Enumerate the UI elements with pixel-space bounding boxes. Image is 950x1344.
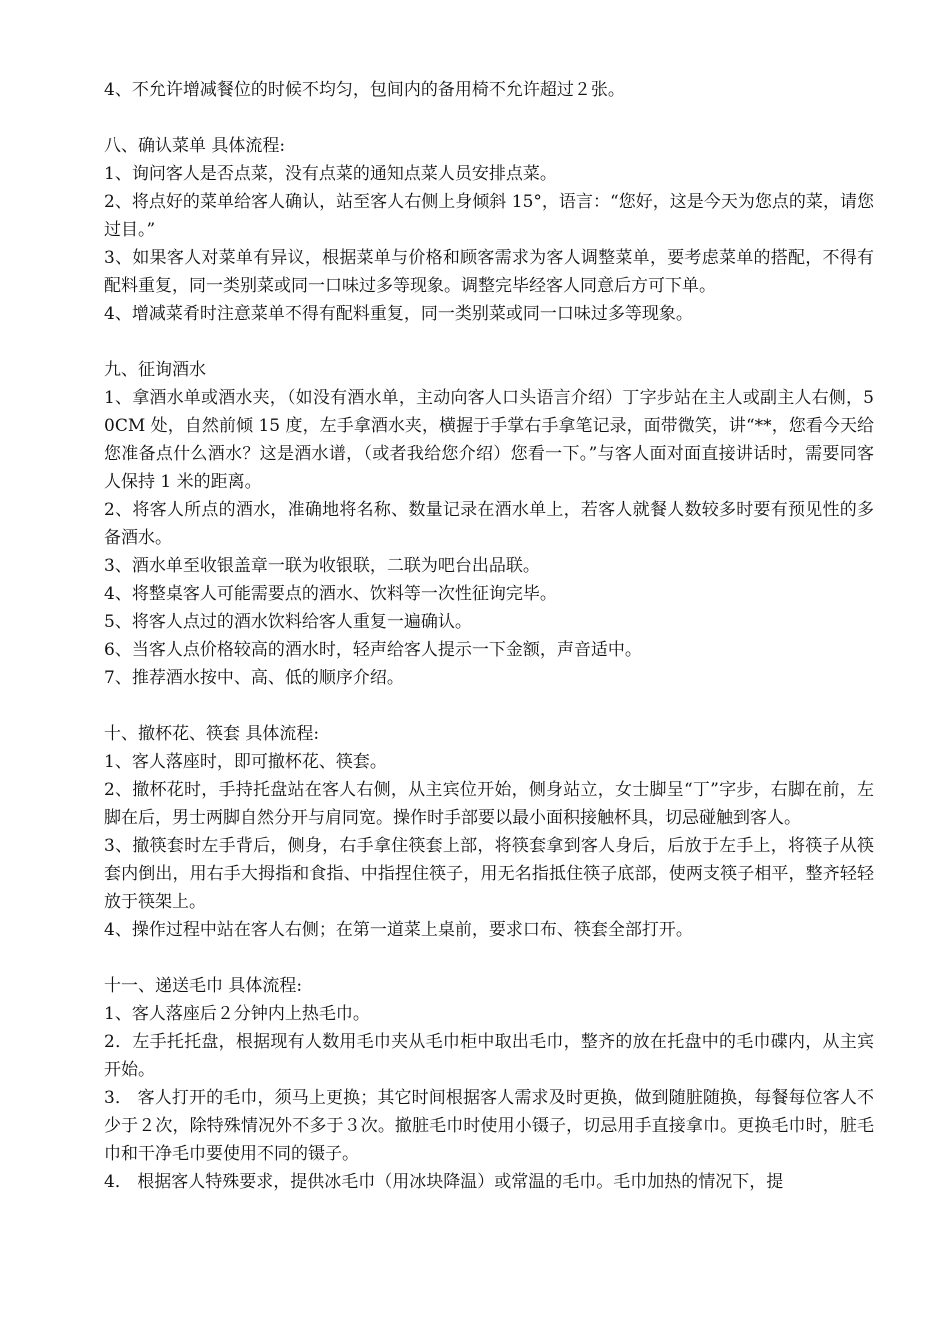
list-item: 1、客人落座时，即可撤杯花、筷套。 [104,752,387,772]
section-confirm-menu [104,132,874,328]
list-item: 5、将客人点过的酒水饮料给客人重复一遍确认。 [104,612,472,632]
document-body [104,76,874,1196]
list-item: 3、如果客人对菜单有异议，根据菜单与价格和顾客需求为客人调整菜单，要考虑菜单的搭配，不得有配料重复，同一类别菜或同一口味过多等现象。调整完毕经客人同意后方可下单。 [104,248,874,296]
list-item: 1、客人落座后２分钟内上热毛巾。 [104,1004,370,1024]
list-item: 4、将整桌客人可能需要点的酒水、饮料等一次性征询完毕。 [104,584,557,604]
section-heading: 九、征询酒水 [104,360,206,380]
list-item: 4、操作过程中站在客人右侧；在第一道菜上桌前，要求口布、筷套全部打开。 [104,920,693,940]
list-item: 7、推荐酒水按中、高、低的顺序介绍。 [104,668,404,688]
section-heading: 八、确认菜单 具体流程: [104,136,286,156]
list-item: 2、将点好的菜单给客人确认，站至客人右侧上身倾斜 15°，语言：“您好，这是今天为您点的菜，请您过目。” [104,192,874,240]
section-remove-covers [104,720,874,944]
section-drinks [104,356,874,692]
list-item: 4． 根据客人特殊要求，提供冰毛巾（用冰块降温）或常温的毛巾。毛巾加热的情况下，提 [104,1172,784,1192]
section-heading: 十、撤杯花、筷套 具体流程: [104,724,320,744]
section-gap [104,328,874,356]
section-towels [104,972,874,1196]
list-item: 6、当客人点价格较高的酒水时，轻声给客人提示一下金额，声音适中。 [104,640,642,660]
list-item: 2、将客人所点的酒水，准确地将名称、数量记录在酒水单上，若客人就餐人数较多时要有预见性的多备酒水。 [104,500,874,548]
intro-line: 4、不允许增减餐位的时候不均匀，包间内的备用椅不允许超过２张。 [104,80,625,100]
list-item: 3． 客人打开的毛巾，须马上更换；其它时间根据客人需求及时更换，做到随脏随换，每餐每位客人不少于２次，除特殊情况外不多于３次。撤脏毛巾时使用小镊子，切忌用手直接拿巾。更换毛巾时，脏毛巾和干净毛巾要使用不同的镊子。 [104,1088,874,1164]
list-item: 2．左手托托盘，根据现有人数用毛巾夹从毛巾柜中取出毛巾，整齐的放在托盘中的毛巾碟内，从主宾开始。 [104,1032,874,1080]
list-item: 2、撤杯花时，手持托盘站在客人右侧，从主宾位开始，侧身站立，女士脚呈“丁”字步，右脚在前，左脚在后，男士两脚自然分开与肩同宽。操作时手部要以最小面积接触杯具，切忌碰触到客人。 [104,780,874,828]
list-item: 3、酒水单至收银盖章一联为收银联，二联为吧台出品联。 [104,556,540,576]
list-item: 4、增减菜肴时注意菜单不得有配料重复，同一类别菜或同一口味过多等现象。 [104,304,693,324]
section-gap [104,944,874,972]
list-item: 1、询问客人是否点菜，没有点菜的通知点菜人员安排点菜。 [104,164,557,184]
list-item: 1、拿酒水单或酒水夹，（如没有酒水单，主动向客人口头语言介绍）丁字步站在主人或副主人右侧，50CM 处，自然前倾 15 度，左手拿酒水夹，横握于手掌右手拿笔记录，面带微笑，讲“**，您看今天给您准备点什么酒水？这是酒水谱，（或者我给您介绍）您看一下。”与客人面对面直接讲话时，需要同客人保持 1 米的距离。 [104,388,874,492]
section-gap [104,104,874,132]
section-heading: 十一、递送毛巾 具体流程: [104,976,303,996]
list-item: 3、撤筷套时左手背后，侧身，右手拿住筷套上部，将筷套拿到客人身后，后放于左手上，将筷子从筷套内倒出，用右手大拇指和食指、中指捏住筷子，用无名指抵住筷子底部，使两支筷子相平，整齐轻轻放于筷架上。 [104,836,874,912]
section-gap [104,692,874,720]
